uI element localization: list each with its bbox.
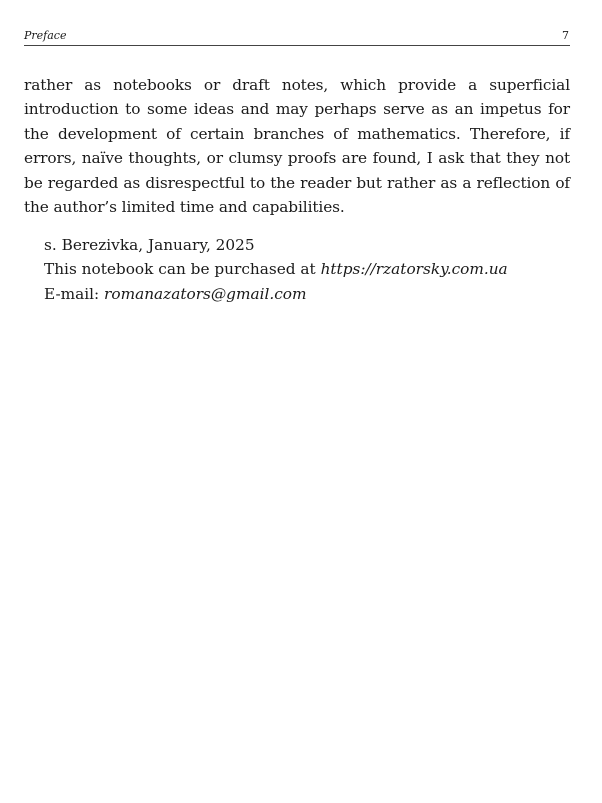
page-number: 7 [562, 29, 569, 42]
email-line [44, 282, 508, 306]
purchase-line [44, 257, 508, 281]
preface-paragraph: rather as notebooks or draft notes, which provide a superficial introduction to some ideas and may perhaps serve as an impetus for the development of certain branches of mathematics. Therefore, if errors, naïve thoughts, or clumsy proofs are found, I ask that they not be regarded as disrespectful to the reader but rather as a reflection of the author’s limited time and capabilities. [24, 76, 570, 217]
running-header [24, 29, 570, 46]
section-title: Preface [24, 29, 67, 42]
email-address: romanazators@gmail.com [104, 284, 307, 303]
place-date: s. Berezivka, January, 2025 [44, 236, 255, 254]
purchase-url: https://rzatorsky.com.ua [320, 260, 508, 279]
email-prefix: E-mail: [44, 284, 105, 303]
signature-block [44, 233, 508, 306]
purchase-prefix: This notebook can be purchased at [44, 260, 321, 279]
